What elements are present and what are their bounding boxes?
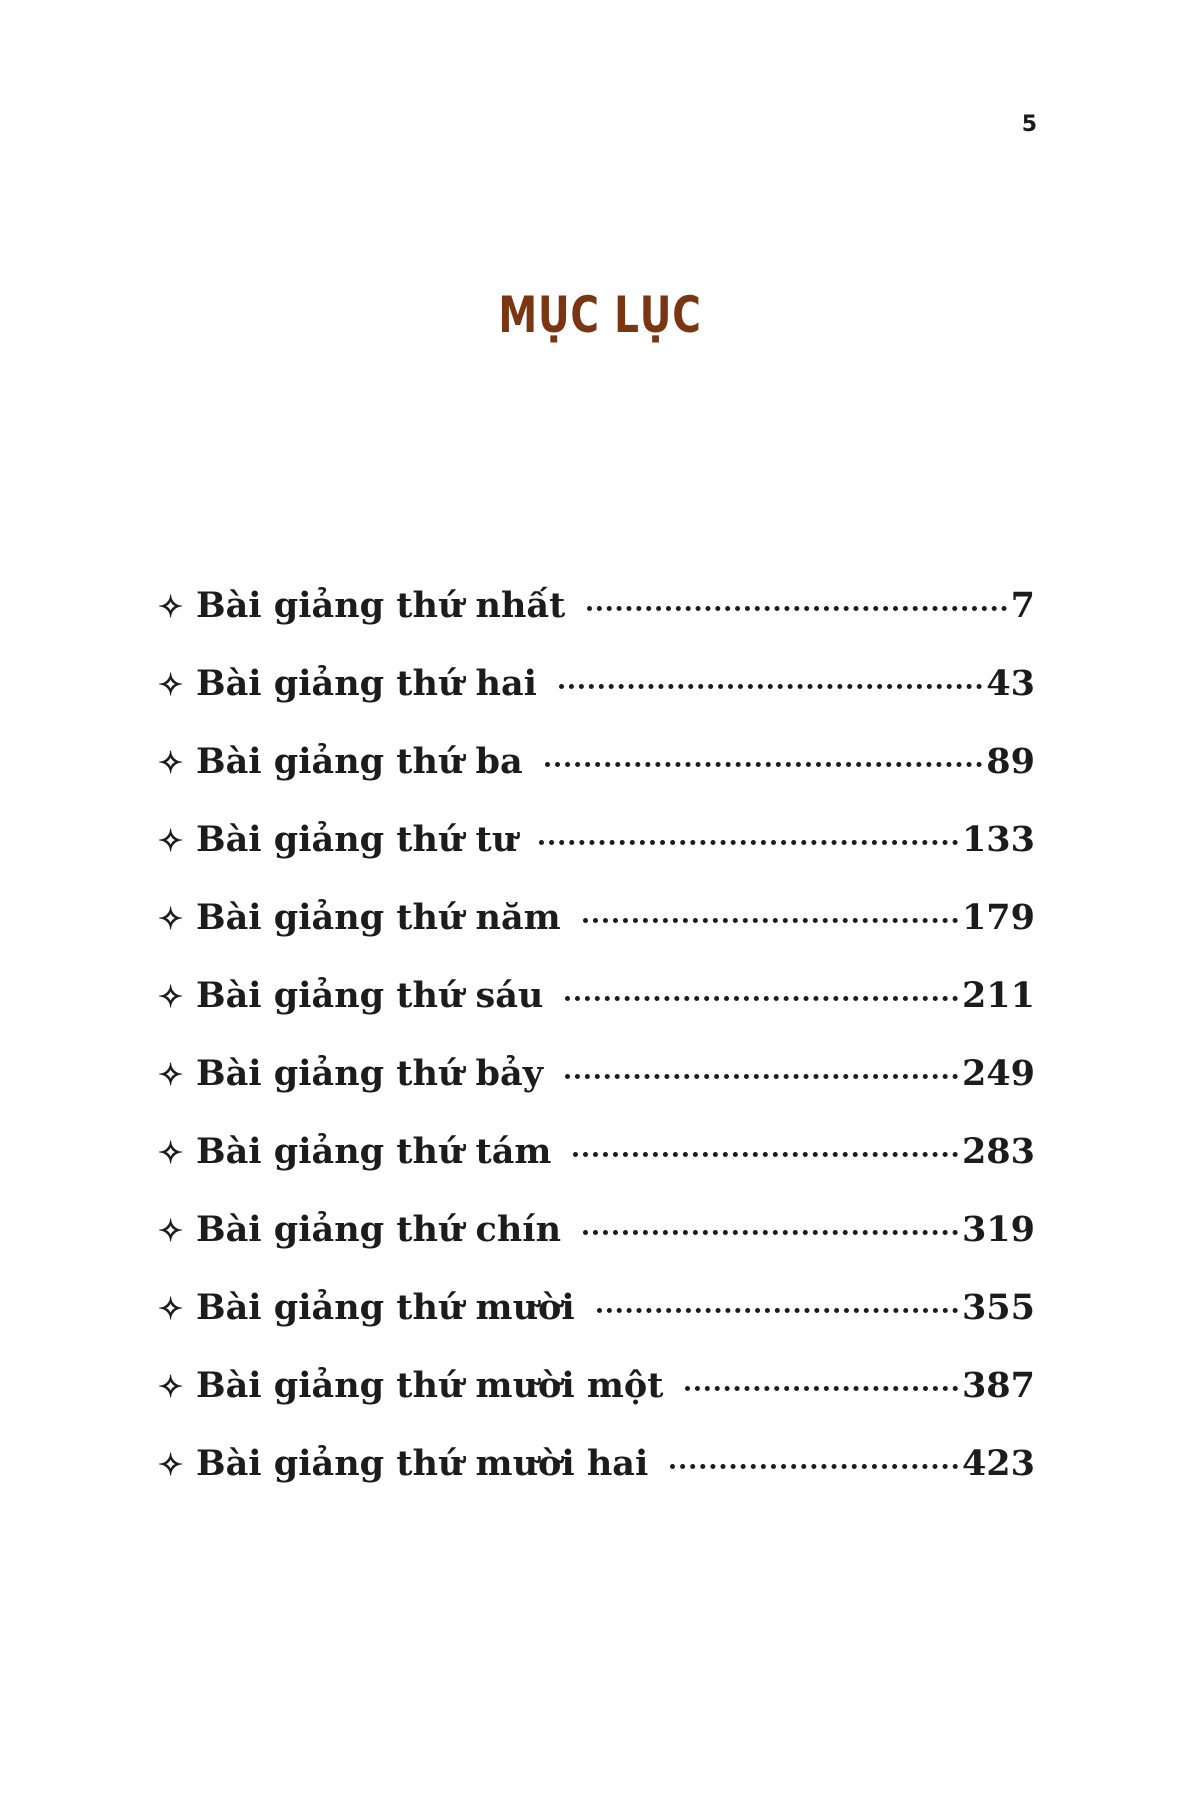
toc-entry-page: 355 [961, 1287, 1035, 1328]
dot-leader [539, 840, 958, 845]
dot-leader [565, 1074, 958, 1079]
four-pointed-star-icon: ✧ [158, 1370, 184, 1405]
dot-leader [583, 918, 958, 923]
toc-entry-label: Bài giảng thứ bảy [196, 1053, 544, 1094]
toc-entry[interactable] [158, 897, 1035, 975]
toc-entry-label: Bài giảng thứ sáu [196, 975, 544, 1016]
toc-entry[interactable] [158, 663, 1035, 741]
toc-entry-label: Bài giảng thứ năm [196, 897, 561, 938]
toc-entry-label: Bài giảng thứ ba [196, 741, 523, 782]
dot-leader [545, 762, 983, 767]
toc-entry[interactable] [158, 1365, 1035, 1443]
toc-entry-page: 283 [961, 1131, 1035, 1172]
toc-entry[interactable] [158, 1131, 1035, 1209]
four-pointed-star-icon: ✧ [158, 668, 184, 703]
toc-entry-label: Bài giảng thứ tư [196, 819, 518, 860]
toc-entry[interactable] [158, 1443, 1035, 1521]
toc-entry-page: 211 [961, 975, 1035, 1016]
toc-entry-page: 387 [961, 1365, 1035, 1406]
toc-entry[interactable] [158, 585, 1035, 663]
toc-entry-label: Bài giảng thứ nhất [196, 585, 566, 626]
toc-entry-page: 249 [961, 1053, 1035, 1094]
four-pointed-star-icon: ✧ [158, 902, 184, 937]
toc-entry-label: Bài giảng thứ hai [196, 663, 537, 704]
toc-entry-label: Bài giảng thứ chín [196, 1209, 562, 1250]
toc-entry-page: 43 [986, 663, 1035, 704]
dot-leader [670, 1464, 958, 1469]
four-pointed-star-icon: ✧ [158, 1448, 184, 1483]
four-pointed-star-icon: ✧ [158, 746, 184, 781]
toc-entry-label: Bài giảng thứ mười một [196, 1365, 664, 1406]
dot-leader [587, 606, 1006, 611]
toc-entry-page: 133 [961, 819, 1035, 860]
dot-leader [685, 1386, 958, 1391]
toc-entry-label: Bài giảng thứ mười hai [196, 1443, 649, 1484]
dot-leader [583, 1230, 958, 1235]
toc-entry[interactable] [158, 1287, 1035, 1365]
toc-entry-label: Bài giảng thứ mười [196, 1287, 575, 1328]
toc-entry[interactable] [158, 1053, 1035, 1131]
toc-entry[interactable] [158, 1209, 1035, 1287]
page-number: 5 [1021, 112, 1037, 137]
four-pointed-star-icon: ✧ [158, 1058, 184, 1093]
four-pointed-star-icon: ✧ [158, 980, 184, 1015]
table-of-contents [158, 585, 1035, 1521]
toc-entry-page: 89 [986, 741, 1035, 782]
dot-leader [597, 1308, 958, 1313]
four-pointed-star-icon: ✧ [158, 1214, 184, 1249]
four-pointed-star-icon: ✧ [158, 1292, 184, 1327]
toc-entry-label: Bài giảng thứ tám [196, 1131, 552, 1172]
toc-entry-page: 319 [961, 1209, 1035, 1250]
four-pointed-star-icon: ✧ [158, 590, 184, 625]
toc-entry-page: 7 [1010, 585, 1035, 626]
toc-entry-page: 423 [961, 1443, 1035, 1484]
dot-leader [573, 1152, 958, 1157]
four-pointed-star-icon: ✧ [158, 1136, 184, 1171]
dot-leader [565, 996, 958, 1001]
toc-entry[interactable] [158, 819, 1035, 897]
toc-entry-page: 179 [961, 897, 1035, 938]
page-title: MỤC LỤC [498, 286, 702, 344]
toc-entry[interactable] [158, 741, 1035, 819]
toc-entry[interactable] [158, 975, 1035, 1053]
four-pointed-star-icon: ✧ [158, 824, 184, 859]
dot-leader [559, 684, 982, 689]
